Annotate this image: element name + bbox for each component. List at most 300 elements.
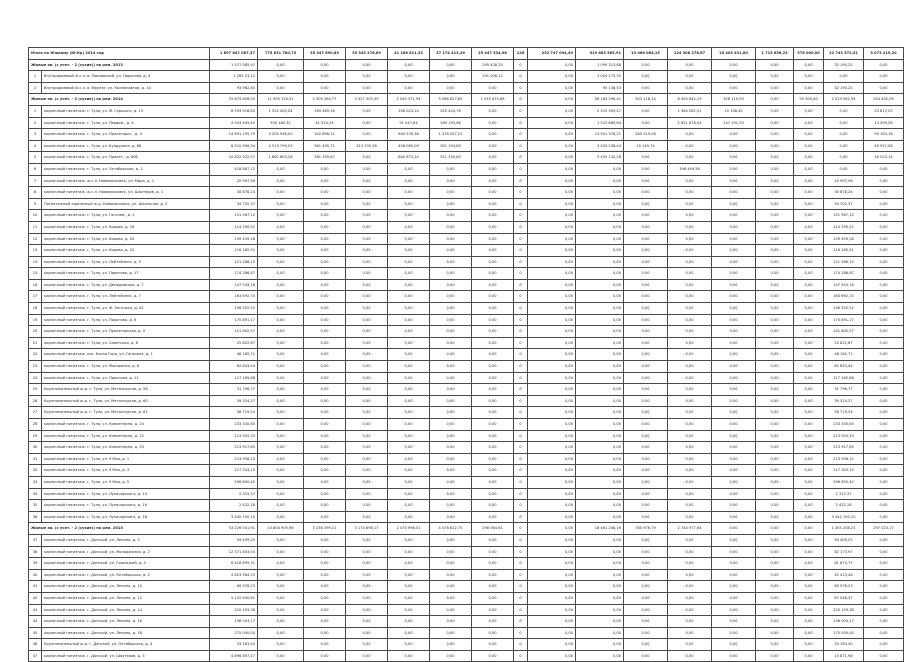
cell-col-9: 0,00 xyxy=(472,291,514,303)
table-row xyxy=(29,488,904,500)
cell-col-4: 10 804 905,96 xyxy=(258,523,304,535)
cell-col-10: 0 xyxy=(514,187,528,199)
cell-col-5: 0,00 xyxy=(304,430,346,442)
cell-col-16: 0,00 xyxy=(756,268,794,280)
cell-col-18: 121 588,15 xyxy=(824,256,864,268)
row-number: 22 xyxy=(29,349,42,361)
cell-col-11: 0,00 xyxy=(528,245,576,257)
cell-col-6: 0,00 xyxy=(346,314,388,326)
row-number: 3 xyxy=(29,129,42,141)
cell-col-10: 0 xyxy=(514,604,528,616)
table-row xyxy=(29,511,904,523)
cell-col-18: 58 719,24 xyxy=(824,407,864,419)
cell-col-11: 0,00 xyxy=(528,279,576,291)
cell-col-9: 0,00 xyxy=(472,419,514,431)
row-description: кирпичный пятиэтаж. г. Донской, ул. Ленина, д. 12 xyxy=(42,592,210,604)
row-number: 6 xyxy=(29,163,42,175)
cell-col-9: 0,00 xyxy=(472,279,514,291)
table-row xyxy=(29,384,904,396)
cell-col-8: 0,00 xyxy=(430,210,472,222)
cell-col-7: 0,00 xyxy=(388,476,430,488)
cell-col-8: 0,00 xyxy=(430,476,472,488)
cell-col-16: 0,00 xyxy=(756,59,794,71)
cell-col-6: 0,00 xyxy=(346,604,388,616)
cell-col-5: 0,00 xyxy=(304,361,346,373)
cell-col-12: 0,00 xyxy=(576,221,624,233)
row-number: 11 xyxy=(29,221,42,233)
cell-col-6: 0,00 xyxy=(346,187,388,199)
cell-col-11: 0,00 xyxy=(528,465,576,477)
cell-col-12: 95 138,53 xyxy=(576,82,624,94)
cell-col-17: 0,00 xyxy=(794,117,824,129)
cell-col-4: 0,00 xyxy=(258,291,304,303)
cell-col-19: 13 399,28 xyxy=(864,117,904,129)
cell-col-18: 101 602,57 xyxy=(824,326,864,338)
cell-col-19: 23 817,25 xyxy=(864,105,904,117)
cell-col-11: 0,00 xyxy=(528,268,576,280)
cell-col-7: 0,00 xyxy=(388,279,430,291)
cell-col-14: 0,00 xyxy=(668,569,712,581)
cell-col-16: 0,00 xyxy=(756,581,794,593)
cell-col-9: 0,00 xyxy=(472,407,514,419)
cell-col-18: 81 874,77 xyxy=(824,558,864,570)
cell-col-3: 5 152 450,61 xyxy=(210,592,258,604)
cell-col-14: 0,00 xyxy=(668,221,712,233)
row-description: Крупнопанельный ж.д. г. Донской, ул. Октябрьская, д. 4 xyxy=(42,639,210,651)
cell-col-3: 233 330,65 xyxy=(210,419,258,431)
cell-col-5: 0,00 xyxy=(304,558,346,570)
cell-col-10: 0 xyxy=(514,105,528,117)
cell-col-14: 0,00 xyxy=(668,314,712,326)
cell-col-4: 4 513 799,03 xyxy=(258,140,304,152)
cell-col-15: 0,00 xyxy=(712,337,756,349)
cell-col-11: 0,00 xyxy=(528,82,576,94)
cell-col-3: 121 588,15 xyxy=(210,256,258,268)
cell-col-12: 0,00 xyxy=(576,558,624,570)
cell-col-8: 0,00 xyxy=(430,650,472,662)
cell-col-11: 0,00 xyxy=(528,337,576,349)
cell-col-8: 0,00 xyxy=(430,442,472,454)
cell-col-13: 0,00 xyxy=(624,453,668,465)
cell-col-6: 0,00 xyxy=(346,210,388,222)
cell-col-15: 0,00 xyxy=(712,546,756,558)
cell-col-13: 0,00 xyxy=(624,419,668,431)
cell-col-15: 0,00 xyxy=(712,523,756,535)
cell-col-3: 117 165,68 xyxy=(210,372,258,384)
cell-col-12: 0,00 xyxy=(576,546,624,558)
cell-col-7: 0,00 xyxy=(388,221,430,233)
cell-col-11: 0,00 xyxy=(528,349,576,361)
cell-col-13: 0,00 xyxy=(624,384,668,396)
cell-col-14: 0,00 xyxy=(668,279,712,291)
cell-col-9: 0,00 xyxy=(472,442,514,454)
table-row xyxy=(29,187,904,199)
table-row xyxy=(29,476,904,488)
cell-col-19: 0,00 xyxy=(864,453,904,465)
cell-col-3: 1 897 647 087,57 xyxy=(210,48,258,60)
cell-col-18: 2 432,18 xyxy=(824,500,864,512)
cell-col-13: 0,00 xyxy=(624,152,668,164)
cell-col-13: 780 976,79 xyxy=(624,523,668,535)
cell-col-12: 1 099 313,88 xyxy=(576,59,624,71)
cell-col-9: 0,00 xyxy=(472,395,514,407)
cell-col-8: 0,00 xyxy=(430,558,472,570)
cell-col-9: 0,00 xyxy=(472,303,514,315)
cell-col-19: 0,00 xyxy=(864,488,904,500)
cell-col-16: 0,00 xyxy=(756,372,794,384)
cell-col-4: 0,00 xyxy=(258,372,304,384)
cell-col-14: 0,00 xyxy=(668,534,712,546)
row-description: кирпичный пятиэтаж. г. Тула, ул. Демидовская, д. 7 xyxy=(42,279,210,291)
table-row xyxy=(29,198,904,210)
row-description: кирпичный пятиэтаж. г. Тула, ул. 9 Мая, д. 3 xyxy=(42,465,210,477)
cell-col-13: 285 519,08 xyxy=(624,129,668,141)
cell-col-7: 0,00 xyxy=(388,210,430,222)
cell-col-9: 0,00 xyxy=(472,268,514,280)
cell-col-5: 0,00 xyxy=(304,256,346,268)
cell-col-13: 0,00 xyxy=(624,534,668,546)
cell-col-12: 5 455 132,28 xyxy=(576,152,624,164)
cell-col-18: 151 567,12 xyxy=(824,210,864,222)
cell-col-12: 0,00 xyxy=(576,569,624,581)
cell-col-5: 0,00 xyxy=(304,372,346,384)
cell-col-6: 0,00 xyxy=(346,82,388,94)
cell-col-8: 0,00 xyxy=(430,592,472,604)
group-subtotal-row xyxy=(29,523,904,535)
cell-col-7: 0,00 xyxy=(388,314,430,326)
cell-col-14: 1 364 281,51 xyxy=(668,105,712,117)
cell-col-11: 0,00 xyxy=(528,523,576,535)
cell-col-3: 20 997,56 xyxy=(210,175,258,187)
cell-col-15: 147 191,53 xyxy=(712,117,756,129)
cell-col-7: 0,00 xyxy=(388,592,430,604)
cell-col-16: 0,00 xyxy=(756,140,794,152)
cell-col-8: 0,00 xyxy=(430,407,472,419)
cell-col-4: 0,00 xyxy=(258,488,304,500)
row-description: кирпичный пятиэтаж. г. Донской, ул. Октябрьская, д. 2 xyxy=(42,569,210,581)
row-description: кирпичный пятиэтаж. ж.с.л. Новомосковск, ул. Мира, д. 1 xyxy=(42,175,210,187)
cell-col-16: 0,00 xyxy=(756,152,794,164)
cell-col-9: 0,00 xyxy=(472,221,514,233)
cell-col-14: 0,00 xyxy=(668,245,712,257)
cell-col-4: 0,00 xyxy=(258,303,304,315)
cell-col-6: 0,00 xyxy=(346,419,388,431)
row-description: кирпичный пятиэтаж. г. Тула, ул. 9 Мая, д. 5 xyxy=(42,476,210,488)
cell-col-17: 0,00 xyxy=(794,256,824,268)
cell-col-8: 289 193,66 xyxy=(430,117,472,129)
cell-col-8: 0,00 xyxy=(430,500,472,512)
cell-col-5: 561 490,71 xyxy=(304,140,346,152)
cell-col-10: 126 xyxy=(514,48,528,60)
row-description: кирпичный пятиэтаж. г. Тула, ул. Пирогова, д. 11 xyxy=(42,372,210,384)
cell-col-11: 0,00 xyxy=(528,71,576,83)
table-row xyxy=(29,129,904,141)
cell-col-5: 0,00 xyxy=(304,534,346,546)
cell-col-6: 0,00 xyxy=(346,488,388,500)
table-row xyxy=(29,105,904,117)
cell-col-14: 0,00 xyxy=(668,419,712,431)
cell-col-17: 0,00 xyxy=(794,210,824,222)
cell-col-7: 0,00 xyxy=(388,639,430,651)
cell-col-10: 0 xyxy=(514,500,528,512)
cell-col-3: 58 719,24 xyxy=(210,407,258,419)
cell-col-3: 14 691 195,70 xyxy=(210,129,258,141)
cell-col-7: 0,00 xyxy=(388,407,430,419)
cell-col-9: 25 447 534,98 xyxy=(472,48,514,60)
cell-col-11: 0,00 xyxy=(528,384,576,396)
cell-col-6: 0,00 xyxy=(346,407,388,419)
cell-col-9: 0,00 xyxy=(472,163,514,175)
cell-col-12: 0,00 xyxy=(576,233,624,245)
cell-col-18: 174 286,87 xyxy=(824,268,864,280)
cell-col-4: 0,00 xyxy=(258,279,304,291)
cell-col-16: 0,00 xyxy=(756,71,794,83)
cell-col-17: 0,00 xyxy=(794,361,824,373)
cell-col-16: 0,00 xyxy=(756,361,794,373)
cell-col-15: 0,00 xyxy=(712,650,756,662)
cell-col-5: 0,00 xyxy=(304,337,346,349)
cell-col-16: 0,00 xyxy=(756,175,794,187)
cell-col-4: 0,00 xyxy=(258,361,304,373)
cell-col-4: 0,00 xyxy=(258,639,304,651)
cell-col-14: 0,00 xyxy=(668,616,712,628)
cell-col-11: 0,00 xyxy=(528,627,576,639)
cell-col-18: 213 958,12 xyxy=(824,453,864,465)
cell-col-8: 0,00 xyxy=(430,511,472,523)
cell-col-10: 0 xyxy=(514,117,528,129)
cell-col-10: 0 xyxy=(514,349,528,361)
cell-col-13: 0,00 xyxy=(624,500,668,512)
cell-col-6: 0,00 xyxy=(346,175,388,187)
cell-col-7: 0,00 xyxy=(388,650,430,662)
row-description: кирпичный пятиэтаж. г. Донской, ул. Молодежная, д. 2 xyxy=(42,546,210,558)
cell-col-7: 0,00 xyxy=(388,558,430,570)
cell-col-5: 0,00 xyxy=(304,268,346,280)
cell-col-4: 0,00 xyxy=(258,569,304,581)
cell-col-16: 0,00 xyxy=(756,534,794,546)
cell-col-16: 0,00 xyxy=(756,117,794,129)
cell-col-3: 30 878,24 xyxy=(210,187,258,199)
cell-col-4: 0,00 xyxy=(258,604,304,616)
group-subtotal-row xyxy=(29,59,904,71)
cell-col-14: 0,00 xyxy=(668,129,712,141)
cell-col-3: 114 290,52 xyxy=(210,221,258,233)
cell-col-12: 0,00 xyxy=(576,453,624,465)
cell-col-15: 0,00 xyxy=(712,465,756,477)
row-description: кирпичный пятиэтаж. г. Тула, ул. Коминтерна, д. 20 xyxy=(42,442,210,454)
cell-col-8: 0,00 xyxy=(430,616,472,628)
cell-col-14: 0,00 xyxy=(668,453,712,465)
cell-col-10: 0 xyxy=(514,175,528,187)
row-number: 8 xyxy=(29,187,42,199)
cell-col-6: 0,00 xyxy=(346,592,388,604)
cell-col-8: 0,00 xyxy=(430,198,472,210)
cell-col-5: 0,00 xyxy=(304,639,346,651)
cell-col-9: 0,00 xyxy=(472,384,514,396)
cell-col-13: 0,00 xyxy=(624,569,668,581)
cell-col-12: 0,00 xyxy=(576,488,624,500)
cell-col-10: 0 xyxy=(514,592,528,604)
cell-col-6: 0,00 xyxy=(346,291,388,303)
cell-col-7: 0,00 xyxy=(388,511,430,523)
cell-col-5: 0,00 xyxy=(304,546,346,558)
cell-col-5: 0,00 xyxy=(304,592,346,604)
cell-col-17: 0,00 xyxy=(794,465,824,477)
cell-col-13: 0,00 xyxy=(624,639,668,651)
cell-col-11: 0,00 xyxy=(528,419,576,431)
cell-col-3: 296 850,42 xyxy=(210,476,258,488)
cell-col-8: 0,00 xyxy=(430,453,472,465)
cell-col-13: 13 066 064,15 xyxy=(624,48,668,60)
cell-col-18: 48 162,71 xyxy=(824,349,864,361)
cell-col-5: 0,00 xyxy=(304,187,346,199)
cell-col-4: 0,00 xyxy=(258,326,304,338)
group-subtotal-row xyxy=(29,94,904,106)
cell-col-3: 418 887,12 xyxy=(210,163,258,175)
cell-col-13: 0,00 xyxy=(624,175,668,187)
cell-col-11: 0,00 xyxy=(528,639,576,651)
cell-col-6: 0,00 xyxy=(346,616,388,628)
cell-col-5: 0,00 xyxy=(304,442,346,454)
cell-col-18: 220 193,38 xyxy=(824,604,864,616)
cell-col-12: 0,00 xyxy=(576,627,624,639)
cell-col-9: 0,00 xyxy=(472,140,514,152)
cell-col-3: 174 286,87 xyxy=(210,268,258,280)
cell-col-14: 0,00 xyxy=(668,326,712,338)
cell-col-18: 33 163,40 xyxy=(824,639,864,651)
cell-col-19: 0,00 xyxy=(864,395,904,407)
cell-col-3: 94 409,25 xyxy=(210,534,258,546)
table-row xyxy=(29,291,904,303)
cell-col-14: 8 450 642,19 xyxy=(668,94,712,106)
cell-col-5: 0,00 xyxy=(304,419,346,431)
cell-col-15: 0,00 xyxy=(712,430,756,442)
cell-col-13: 0,00 xyxy=(624,361,668,373)
row-description: Крупнопанельный ж.д. г. Тула, ул. Металлургов, д. 62 xyxy=(42,407,210,419)
cell-col-16: 0,00 xyxy=(756,465,794,477)
table-row xyxy=(29,361,904,373)
cell-col-17: 0,00 xyxy=(794,187,824,199)
cell-col-9: 0,00 xyxy=(472,82,514,94)
cell-col-9: 0,00 xyxy=(472,430,514,442)
cell-col-18: 170 891,17 xyxy=(824,314,864,326)
cell-col-15: 0,00 xyxy=(712,442,756,454)
cell-col-9: 298 064,61 xyxy=(472,523,514,535)
cell-col-5: 0,00 xyxy=(304,581,346,593)
cell-col-10: 0 xyxy=(514,59,528,71)
table-row xyxy=(29,639,904,651)
row-description: кирпичный пятиэтаж. г. Тула, ул. Кирова, д. 18 xyxy=(42,221,210,233)
cell-col-8: 0,00 xyxy=(430,303,472,315)
cell-col-18: 147 543,18 xyxy=(824,279,864,291)
cell-col-11: 0,00 xyxy=(528,604,576,616)
cell-col-13: 0,00 xyxy=(624,314,668,326)
cell-col-11: 0,00 xyxy=(528,395,576,407)
cell-col-8: 0,00 xyxy=(430,279,472,291)
cell-col-11: 0,00 xyxy=(528,650,576,662)
cell-col-8: 0,00 xyxy=(430,326,472,338)
cell-col-7: 0,00 xyxy=(388,604,430,616)
cell-col-16: 0,00 xyxy=(756,604,794,616)
cell-col-17: 0,00 xyxy=(794,419,824,431)
cell-col-14: 0,00 xyxy=(668,71,712,83)
table-row xyxy=(29,604,904,616)
cell-col-15: 0,00 xyxy=(712,326,756,338)
cell-col-9: 0,00 xyxy=(472,465,514,477)
cell-col-16: 0,00 xyxy=(756,326,794,338)
cell-col-14: 0,00 xyxy=(668,187,712,199)
row-description: кирпичный пятиэтаж. пос. Косая Гора, ул. Гагарина, д. 1 xyxy=(42,349,210,361)
cell-col-6: 0,00 xyxy=(346,639,388,651)
cell-col-8: 0,00 xyxy=(430,349,472,361)
row-number: 43 xyxy=(29,604,42,616)
cell-col-13: 0,00 xyxy=(624,430,668,442)
cell-col-15: 0,00 xyxy=(712,314,756,326)
cell-col-13: 0,00 xyxy=(624,71,668,83)
cell-col-19: 0,00 xyxy=(864,198,904,210)
cell-col-5: 0,00 xyxy=(304,210,346,222)
cell-col-6: 0,00 xyxy=(346,581,388,593)
cell-col-13: 0,00 xyxy=(624,650,668,662)
cell-col-18: 22 743 572,51 xyxy=(824,48,864,60)
cell-col-12: 0,00 xyxy=(576,245,624,257)
cell-col-9: 0,00 xyxy=(472,210,514,222)
table-row xyxy=(29,210,904,222)
row-number: 2 xyxy=(29,82,42,94)
cell-col-4: 0,00 xyxy=(258,650,304,662)
cell-col-9: 0,00 xyxy=(472,117,514,129)
row-description: кирпичный пятиэтаж. г. Тула, ул. Луначарского, д. 16 xyxy=(42,500,210,512)
cell-col-6: 0,00 xyxy=(346,198,388,210)
row-number: 25 xyxy=(29,384,42,396)
cell-col-3: 1 577 085,97 xyxy=(210,59,258,71)
table-row xyxy=(29,419,904,431)
cell-col-13: 0,00 xyxy=(624,105,668,117)
cell-col-3: 2 432,18 xyxy=(210,500,258,512)
cell-col-14: 0,00 xyxy=(668,59,712,71)
cell-col-10: 0 xyxy=(514,163,528,175)
cell-col-7: 0,00 xyxy=(388,291,430,303)
row-number: 7 xyxy=(29,175,42,187)
cell-col-3: 39 324,27 xyxy=(210,395,258,407)
cell-col-17: 0,00 xyxy=(794,279,824,291)
row-number: 29 xyxy=(29,430,42,442)
cell-col-12: 0,00 xyxy=(576,187,624,199)
cell-col-16: 0,00 xyxy=(756,476,794,488)
cell-col-3: 33 163,40 xyxy=(210,639,258,651)
cell-col-15: 0,00 xyxy=(712,59,756,71)
row-description: кирпичный пятиэтаж. г. Тула, ул. Коминтерна, д. 22 xyxy=(42,430,210,442)
cell-col-11: 0,00 xyxy=(528,430,576,442)
table-row xyxy=(29,453,904,465)
table-row xyxy=(29,326,904,338)
cell-col-16: 0,00 xyxy=(756,210,794,222)
cell-col-9: 0,00 xyxy=(472,337,514,349)
row-description: кирпичный пятиэтаж. г. Тула, ул. Бундурина, д. 86 xyxy=(42,140,210,152)
cell-col-18: 0,00 xyxy=(824,117,864,129)
cell-col-17: 0,00 xyxy=(794,198,824,210)
row-number: 10 xyxy=(29,210,42,222)
cell-col-15: 0,00 xyxy=(712,419,756,431)
table-row xyxy=(29,616,904,628)
cell-col-3: 2 315,37 xyxy=(210,488,258,500)
table-row xyxy=(29,500,904,512)
cell-col-10: 0 xyxy=(514,314,528,326)
cell-col-14: 0,00 xyxy=(668,361,712,373)
cell-col-19: 0,00 xyxy=(864,82,904,94)
cell-col-14: 124 308 276,67 xyxy=(668,48,712,60)
cell-col-12: 0,00 xyxy=(576,500,624,512)
